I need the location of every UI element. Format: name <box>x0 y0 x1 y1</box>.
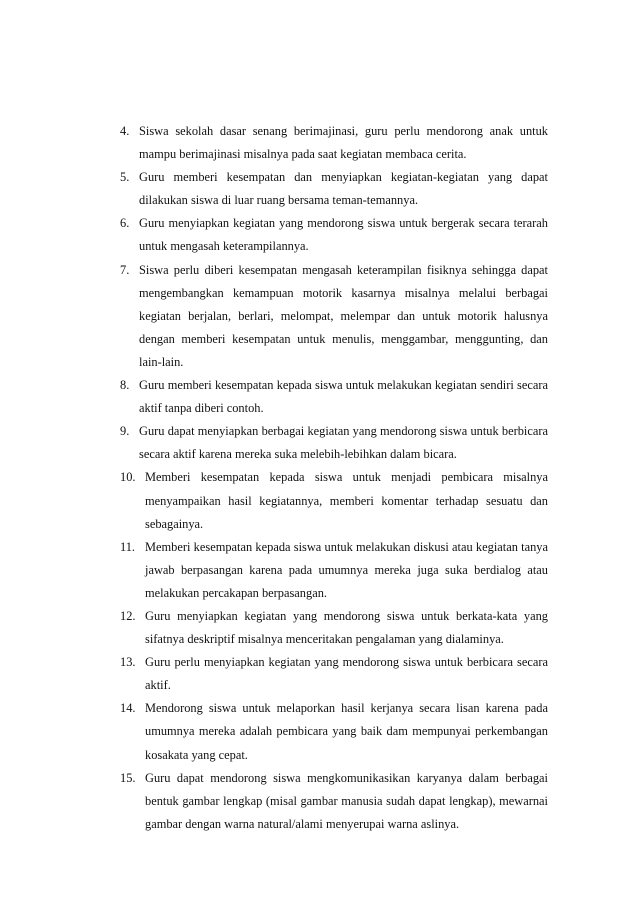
item-number: 5. <box>120 170 130 185</box>
item-text: Siswa perlu diberi kesempatan mengasah keterampilan fisiknya sehingga dapat mengembangkan kemampuan motorik kasarnya misalnya melalui berbagai kegiatan berjalan, berlari, melompat, melempar dan untuk motorik halusnya dengan memberi kesempatan untuk menulis, menggambar, menggunting, dan lain-lain. <box>139 262 548 369</box>
list-item <box>120 374 548 420</box>
item-number: 13. <box>120 655 136 670</box>
item-text: Mendorong siswa untuk melaporkan hasil kerjanya secara lisan karena pada umumnya mereka adalah pembicara yang baik dam mempunyai perkembangan kosakata yang cepat. <box>145 701 548 762</box>
list-item <box>120 605 548 651</box>
item-number: 6. <box>120 216 130 231</box>
list-item <box>120 212 548 258</box>
list-item <box>120 259 548 374</box>
list-item <box>120 120 548 166</box>
list-item <box>120 651 548 697</box>
item-number: 7. <box>120 262 130 277</box>
item-text: Guru memberi kesempatan dan menyiapkan kegiatan-kegiatan yang dapat dilakukan siswa di luar ruang bersama teman-temannya. <box>139 170 548 208</box>
list-item <box>120 767 548 836</box>
item-number: 11. <box>120 539 136 554</box>
item-text: Guru perlu menyiapkan kegiatan yang mendorong siswa untuk berbicara secara aktif. <box>145 655 548 693</box>
item-text: Guru dapat mendorong siswa mengkomunikasikan karyanya dalam berbagai bentuk gambar lengkap (misal gambar manusia sudah dapat lengkap), mewarnai gambar dengan warna natural/alami menyerupai warna aslinya. <box>145 770 548 831</box>
item-text: Guru dapat menyiapkan berbagai kegiatan yang mendorong siswa untuk berbicara secara aktif karena mereka suka melebih-lebihkan dalam bicara. <box>139 424 548 462</box>
item-number: 12. <box>120 608 136 623</box>
item-text: Guru memberi kesempatan kepada siswa untuk melakukan kegiatan sendiri secara aktif tanpa diberi contoh. <box>139 378 548 416</box>
list-item <box>120 536 548 605</box>
item-text: Siswa sekolah dasar senang berimajinasi, guru perlu mendorong anak untuk mampu berimajinasi misalnya pada saat kegiatan membaca cerita. <box>139 124 548 162</box>
item-text: Memberi kesempatan kepada siswa untuk melakukan diskusi atau kegiatan tanya jawab berpasangan karena pada umumnya mereka juga suka berdialog atau melakukan percakapan berpasangan. <box>145 539 548 600</box>
item-text: Guru menyiapkan kegiatan yang mendorong siswa untuk berkata-kata yang sifatnya deskriptif misalnya menceritakan pengalaman yang dialaminya. <box>145 608 548 647</box>
numbered-list <box>120 120 548 836</box>
item-number: 15. <box>120 770 136 785</box>
list-item <box>120 697 548 766</box>
item-text: Memberi kesempatan kepada siswa untuk menjadi pembicara misalnya menyampaikan hasil kegiatannya, memberi komentar terhadap sesuatu dan sebagainya. <box>145 470 548 531</box>
list-item <box>120 420 548 466</box>
item-number: 4. <box>120 124 130 138</box>
item-number: 8. <box>120 378 130 393</box>
item-number: 9. <box>120 424 130 439</box>
list-item <box>120 466 548 535</box>
list-item <box>120 166 548 212</box>
item-number: 10. <box>120 470 136 485</box>
item-number: 14. <box>120 701 136 716</box>
item-text: Guru menyiapkan kegiatan yang mendorong siswa untuk bergerak secara terarah untuk mengasah keterampilannya. <box>139 216 548 254</box>
